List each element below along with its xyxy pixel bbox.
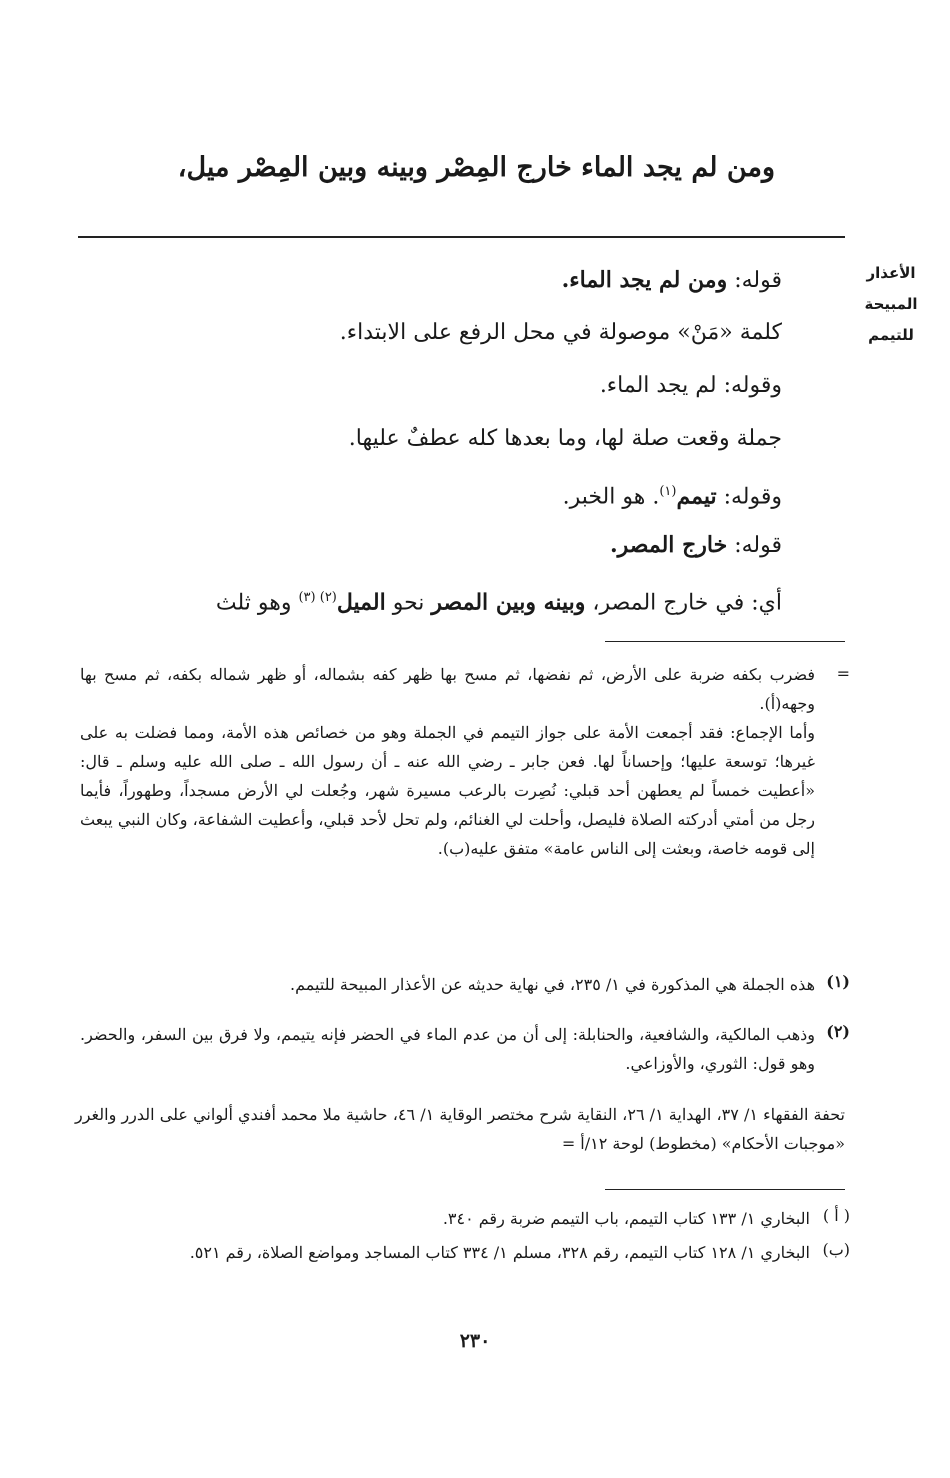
source-number: (ب) bbox=[822, 1240, 850, 1259]
commentary-text: وقوله: لم يجد الماء. bbox=[599, 373, 782, 398]
commentary-text: أي: في خارج المصر، bbox=[585, 590, 782, 616]
source-separator bbox=[605, 1189, 845, 1190]
commentary-text: وهو ثلث bbox=[215, 590, 299, 616]
source-a bbox=[80, 1204, 810, 1233]
commentary-quote: ومن لم يجد الماء. bbox=[561, 267, 728, 293]
footnote-separator bbox=[605, 641, 845, 642]
commentary-line bbox=[82, 578, 782, 631]
source-b bbox=[80, 1238, 810, 1267]
footnote-text: تحفة الفقهاء ١/ ٣٧، الهداية ١/ ٢٦، النقاية شرح مختصر الوقاية ١/ ٤٦، حاشية ملا محمد أفندي ألواني على الدرر والغرر «موجبات الأحكام» (مخطوط) لوحة ١٢/أ = bbox=[75, 1105, 845, 1153]
margin-note bbox=[846, 258, 936, 351]
heading-rule bbox=[78, 236, 845, 238]
commentary-text: قوله: bbox=[727, 533, 782, 558]
commentary-body bbox=[82, 260, 782, 631]
commentary-quote: تيمم bbox=[676, 483, 717, 510]
commentary-text: نحو bbox=[385, 590, 432, 616]
commentary-text: جملة وقعت صلة لها، وما بعدها كله عطفٌ عليها. bbox=[348, 426, 782, 451]
source-number: ( أ ) bbox=[822, 1206, 850, 1225]
source-text: البخاري ١/ ١٢٨ كتاب التيمم، رقم ٣٢٨، مسلم ١/ ٣٣٤ كتاب المساجد ومواضع الصلاة، رقم ٥٢١. bbox=[189, 1243, 810, 1262]
continuation-mark: = bbox=[836, 664, 850, 683]
footnote-2-continued bbox=[75, 1100, 845, 1158]
commentary-quote: خارج المصر. bbox=[610, 532, 728, 558]
margin-note-line: المبيحة bbox=[864, 295, 918, 313]
footnote-text: وذهب المالكية، والشافعية، والحنابلة: إلى أن من عدم الماء في الحضر فإنه يتيمم، ولا فرق بين السفر، والحضر. وهو قول: الثوري، والأوزاعي. bbox=[80, 1025, 815, 1073]
commentary-quote: وبينه وبين المصر bbox=[431, 589, 586, 616]
footnote-text: هذه الجملة هي المذكورة في ١/ ٢٣٥، في نهاية حديثه عن الأعذار المبيحة للتيمم. bbox=[290, 975, 815, 994]
footnote-number: (٢) bbox=[826, 1022, 850, 1041]
commentary-line bbox=[82, 366, 782, 419]
footnote-ref[interactable]: (١) bbox=[659, 484, 677, 499]
commentary-line bbox=[82, 313, 782, 366]
footnote-ref[interactable]: (٢) (٣) bbox=[298, 590, 337, 605]
footnote-paragraph: وأما الإجماع: فقد أجمعت الأمة على جواز التيمم في الجملة وهو من خصائص هذه الأمة، ومما فضلت به على غيرها؛ توسعة عليها؛ وإحساناً لها. فعن جابر ـ رضي الله عنه ـ أن رسول الله ـ صلى الله عليه وسلم ـ قال: «أعطيت خمساً لم يعطهن أحد قبلي: نُصِرت بالرعب مسيرة شهر، وجُعلت لي الأرض مسجداً، وطهوراً، فأيما رجل من أمتي أدركته الصلاة فليصل، وأحلت لي الغنائم، ولم تحل لأحد قبلي، وأعطيت الشفاعة، وكان النبي يبعث إلى قومه خاصة، وبعثت إلى الناس عامة» متفق عليه(ب). bbox=[80, 723, 815, 858]
commentary-line bbox=[82, 260, 782, 313]
margin-note-line: الأعذار bbox=[866, 264, 916, 282]
page-number: ٢٣٠ bbox=[459, 1330, 491, 1352]
commentary-text: قوله: bbox=[727, 268, 782, 293]
source-text: البخاري ١/ ١٣٣ كتاب التيمم، باب التيمم ضربة رقم ٣٤٠. bbox=[442, 1209, 810, 1228]
commentary-line bbox=[82, 472, 782, 525]
footnote-continuation bbox=[80, 660, 815, 863]
commentary-text: كلمة «مَنْ» موصولة في محل الرفع على الابتداء. bbox=[339, 320, 782, 345]
footnote-paragraph: فضرب بكفه ضربة على الأرض، ثم نفضها، ثم مسح بها ظهر كفه بشماله، أو ظهر شماله بكفه، ثم مسح بها وجهه(أ). bbox=[80, 665, 815, 713]
commentary-quote: الميل bbox=[336, 589, 386, 616]
commentary-text: . هو الخبر. bbox=[562, 484, 660, 510]
footnote-2 bbox=[80, 1020, 815, 1078]
commentary-line bbox=[82, 419, 782, 472]
matn-heading: ومن لم يجد الماء خارج المِصْر وبينه وبين المِصْر ميل، bbox=[177, 152, 775, 183]
commentary-text: وقوله: bbox=[716, 484, 782, 510]
footnote-number: (١) bbox=[826, 972, 850, 991]
margin-note-line: للتيمم bbox=[868, 326, 914, 344]
commentary-line bbox=[82, 525, 782, 578]
footnote-1 bbox=[80, 970, 815, 999]
